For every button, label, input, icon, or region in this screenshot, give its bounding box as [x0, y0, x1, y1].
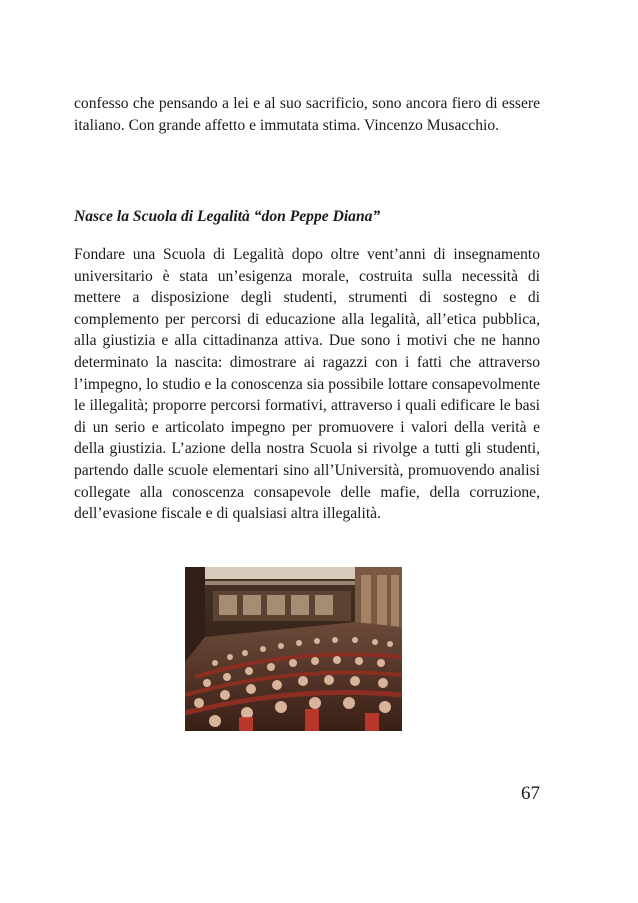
body-paragraph: Fondare una Scuola di Legalità dopo oltre vent’anni di insegnamento universitario è stata un’esigenza morale, costruita sulla necessità di mettere a disposizione degli studenti, strumenti di sostegno e di complemento per percorsi di educazione alla legalità, all’etica pubblica, alla giustizia e alla cittadinanza attiva. Due sono i motivi che ne hanno determinato la nascita: dimostrare ai ragazzi con i fatti che attraverso l’impegno, lo studio e la conoscenza sia possibile lottare consapevolmente le illegalità; proporre percorsi formativi, attraverso i quali edificare le basi di un serio e articolato impegno per promuovere i valori della verità e della giustizia. L’azione della nostra Scuola si rivolge a tutti gli studenti, partendo dalle scuole elementari sino all’Università, promuovendo analisi collegate alla conoscenza consapevole delle mafie, della corruzione, dell’evasione fiscale e di qualsiasi altra illegalità.	[74, 246, 540, 523]
auditorium-photo	[185, 567, 402, 731]
page-number: 67	[521, 783, 540, 804]
intro-paragraph: confesso che pensando a lei e al suo sacrificio, sono ancora fiero di essere italiano. Con grande affetto e immutata stima. Vincenzo Musacchio.	[74, 95, 540, 134]
section-heading: Nasce la Scuola di Legalità “don Peppe Diana”	[74, 208, 381, 225]
